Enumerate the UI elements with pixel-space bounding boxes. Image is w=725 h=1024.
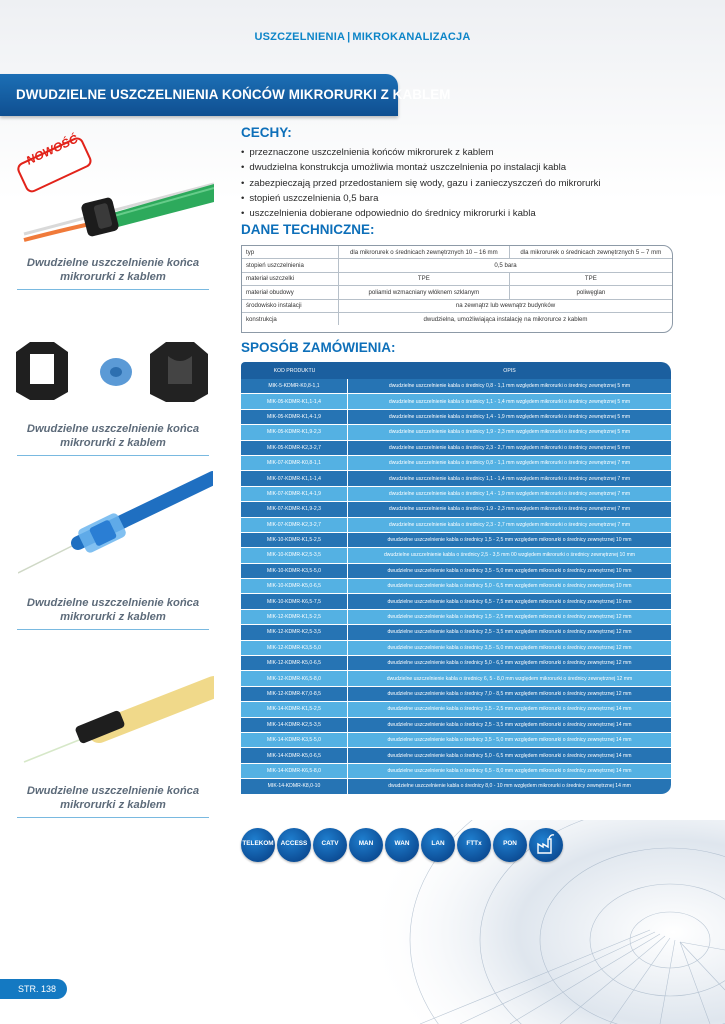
product-description: dwudzielne uszczelnienie kabla o średnicy 1,5 - 2,5 mm względem mikrorurki o średnicy zewnętrznej 10 mm (348, 533, 671, 548)
section-sub: MIKROKANALIZACJA (352, 31, 471, 43)
category-badge (493, 828, 527, 862)
table-row (241, 579, 671, 594)
table-row (241, 718, 671, 733)
product-description: dwudzielne uszczelnienie kabla o średnicy 7,0 - 8,5 mm względem mikrorurki o średnicy zewnętrznej 12 mm (348, 687, 671, 702)
product-description: dwudzielne uszczelnienie kabla o średnicy 1,9 - 2,3 mm względem mikrorurki o średnicy zewnętrznej 5 mm (348, 425, 671, 440)
product-description: dwudzielne uszczelnienie kabla o średnicy 6, 5 - 8,0 mm względem mikrorurki o średnicy zewnętrznej 12 mm (348, 671, 671, 686)
product-description: dwudzielne uszczelnienie kabla o średnicy 3,5 - 5,0 mm względem mikrorurki o średnicy zewnętrznej 12 mm (348, 641, 671, 656)
product-code: MIK-07-KDMR-K1,9-2,3 (241, 502, 348, 517)
product-description: dwudzielne uszczelnienie kabla o średnicy 6,5 - 8,0 mm względem mikrorurki o średnicy zewnętrznej 14 mm (348, 764, 671, 779)
order-table-header (241, 362, 671, 379)
table-row (241, 687, 671, 702)
category-label: WAN (394, 840, 410, 847)
product-code: MIK-10-KDMR-K6,5-7,5 (241, 594, 348, 609)
tech-row (242, 286, 672, 299)
page-title: DWUDZIELNE USZCZELNIENIA KOŃCÓW MIKRORURKI Z KABLEM (16, 87, 451, 102)
tech-label: materiał obudowy (242, 286, 339, 299)
table-row (241, 502, 671, 517)
category-label: CATV (321, 840, 339, 847)
section-breadcrumb (0, 31, 725, 43)
product-image-yellow-tube (14, 672, 214, 772)
table-row (241, 748, 671, 763)
table-row (241, 671, 671, 686)
category-label: MAN (358, 840, 374, 847)
product-description: dwudzielne uszczelnienie kabla o średnicy 0,8 - 1,1 mm względem mikrorurki o średnicy zewnętrznej 5 mm (348, 379, 671, 394)
features-list (241, 145, 711, 221)
table-row (241, 594, 671, 609)
tech-value: na zewnątrz lub wewnątrz budynków (339, 299, 673, 312)
badge-new: NOWOŚĆ (24, 131, 81, 168)
page-number: STR. 138 (18, 984, 57, 994)
product-image-seal-on-cable (14, 122, 214, 252)
table-row (241, 425, 671, 440)
category-label: LAN (431, 840, 445, 847)
product-code: MIK-14-KDMR-K6,5-8,0 (241, 764, 348, 779)
tech-value: poliwęglan (509, 286, 672, 299)
order-heading: SPOSÓB ZAMÓWIENIA: (241, 340, 396, 355)
product-code: MIK-14-KDMR-K3,5-5,0 (241, 733, 348, 748)
caption-3: Dwudzielne uszczelnienie końca mikrorurki z kablem (26, 597, 200, 623)
category-badge (277, 828, 311, 862)
tech-value: 0,5 bara (339, 259, 673, 272)
product-code: MIK-12-KDMR-K2,5-3,5 (241, 625, 348, 640)
category-icons (241, 828, 571, 864)
product-code: MIK-07-KDMR-K0,8-1,1 (241, 456, 348, 471)
table-row (241, 441, 671, 456)
col-header-code: KOD PRODUKTU (241, 362, 348, 379)
tech-table (242, 246, 672, 325)
product-description: dwudzielne uszczelnienie kabla o średnicy 2,3 - 2,7 mm względem mikrorurki o średnicy zewnętrznej 5 mm (348, 441, 671, 456)
product-description: dwudzielne uszczelnienie kabla o średnicy 1,9 - 2,3 mm względem mikrorurki o średnicy zewnętrznej 7 mm (348, 502, 671, 517)
caption-divider (17, 289, 209, 290)
product-code: MIK-05-KDMR-K1,1-1,4 (241, 394, 348, 409)
tech-label: środowisko instalacji (242, 299, 339, 312)
product-code: MIK-10-KDMR-K1,5-2,5 (241, 533, 348, 548)
product-description: dwudzielne uszczelnienie kabla o średnicy 2,3 - 2,7 mm względem mikrorurki o średnicy zewnętrznej 7 mm (348, 518, 671, 533)
product-code: MIK-14-KDMR-K1,5-2,5 (241, 702, 348, 717)
title-banner (0, 74, 451, 116)
table-row (241, 610, 671, 625)
product-code: MIK-05-KDMR-K2,3-2,7 (241, 441, 348, 456)
product-code: MIK-12-KDMR-K5,0-6,5 (241, 656, 348, 671)
product-description: dwudzielne uszczelnienie kabla o średnicy 5,0 - 6,5 mm względem mikrorurki o średnicy zewnętrznej 12 mm (348, 656, 671, 671)
tech-label: konstrukcja (242, 312, 339, 325)
product-description: dwudzielne uszczelnienie kabla o średnicy 1,5 - 2,5 mm względem mikrorurki o średnicy zewnętrznej 12 mm (348, 610, 671, 625)
tech-row (242, 246, 672, 259)
tech-row (242, 259, 672, 272)
tech-label: materiał uszczelki (242, 272, 339, 285)
table-row (241, 564, 671, 579)
product-description: dwudzielne uszczelnienie kabla o średnicy 3,5 - 5,0 mm względem mikrorurki o średnicy zewnętrznej 14 mm (348, 733, 671, 748)
table-row (241, 702, 671, 717)
page-number-tab (0, 979, 67, 999)
product-code: MIK-5-KDMR-K0,8-1,1 (241, 379, 348, 394)
factory-icon (529, 828, 563, 862)
tech-label: typ (242, 246, 339, 259)
tech-row (242, 272, 672, 285)
table-row (241, 641, 671, 656)
tech-value: TPE (509, 272, 672, 285)
product-description: dwudzielne uszczelnienie kabla o średnicy 6,5 - 7,5 mm względem mikrorurki o średnicy zewnętrznej 10 mm (348, 594, 671, 609)
product-description: dwudzielne uszczelnienie kabla o średnicy 1,1 - 1,4 mm względem mikrorurki o średnicy zewnętrznej 7 mm (348, 471, 671, 486)
category-label: TELEKOM (242, 840, 274, 847)
product-code: MIK-14-KDMR-K2,5-3,5 (241, 718, 348, 733)
product-code: MIK-10-KDMR-K5,0-6,5 (241, 579, 348, 594)
table-row (241, 779, 671, 794)
category-label: FTTx (466, 840, 482, 847)
tech-value: dwudzielna, umożliwiająca instalację na mikrorurce z kablem (423, 315, 588, 323)
product-description: dwudzielne uszczelnienie kabla o średnicy 5,0 - 6,5 mm względem mikrorurki o średnicy zewnętrznej 14 mm (348, 748, 671, 763)
caption-4: Dwudzielne uszczelnienie końca mikrorurki z kablem (26, 785, 200, 811)
tech-table-frame (241, 245, 673, 333)
table-row (241, 394, 671, 409)
col-header-desc: OPIS (348, 362, 671, 379)
feature-item: • uszczelnienia dobierane odpowiednio do średnicy mikrorurki i kabla (241, 206, 711, 221)
product-image-blue-tube (18, 468, 213, 588)
product-description: dwudzielne uszczelnienie kabla o średnicy 8,0 - 10 mm względem mikrorurki o średnicy zewnętrznej 14 mm (348, 779, 671, 794)
caption-divider (17, 817, 209, 818)
product-description: dwudzielne uszczelnienie kabla o średnicy 0,8 - 1,1 mm względem mikrorurki o średnicy zewnętrznej 7 mm (348, 456, 671, 471)
section-separator: | (347, 31, 351, 43)
caption-divider (17, 455, 209, 456)
product-code: MIK-07-KDMR-K1,4-1,9 (241, 487, 348, 502)
tech-value: dla mikrorurek o średnicach zewnętrznych 10 – 16 mm (339, 246, 510, 259)
product-description: dwudzielne uszczelnienie kabla o średnicy 2,5 - 3,5 mm 00 względem mikrorurki o średnicy zewnętrznej 10 mm (348, 548, 671, 563)
tech-value: TPE (339, 272, 510, 285)
product-code: MIK-05-KDMR-K1,4-1,9 (241, 410, 348, 425)
product-code: MIK-14-KDMR-K8,0-10 (241, 779, 348, 794)
tech-heading: DANE TECHNICZNE: (241, 222, 375, 237)
category-badge (349, 828, 383, 862)
table-row (241, 410, 671, 425)
product-code: MIK-12-KDMR-K7,0-8,5 (241, 687, 348, 702)
product-description: dwudzielne uszczelnienie kabla o średnicy 1,1 - 1,4 mm względem mikrorurki o średnicy zewnętrznej 5 mm (348, 394, 671, 409)
table-row (241, 733, 671, 748)
tech-row (242, 312, 672, 325)
tech-value: dla mikrorurek o średnicach zewnętrznych 5 – 7 mm (509, 246, 672, 259)
product-description: dwudzielne uszczelnienie kabla o średnicy 1,4 - 1,9 mm względem mikrorurki o średnicy zewnętrznej 5 mm (348, 410, 671, 425)
product-description: dwudzielne uszczelnienie kabla o średnicy 2,5 - 3,5 mm względem mikrorurki o średnicy zewnętrznej 12 mm (348, 625, 671, 640)
product-description: dwudzielne uszczelnienie kabla o średnicy 2,5 - 3,5 mm względem mikrorurki o średnicy zewnętrznej 14 mm (348, 718, 671, 733)
table-row (241, 518, 671, 533)
category-badge (421, 828, 455, 862)
feature-item: • dwudzielna konstrukcja umożliwia montaż uszczelnienia po instalacji kabla (241, 160, 711, 175)
order-table (241, 362, 671, 795)
product-code: MIK-12-KDMR-K3,5-5,0 (241, 641, 348, 656)
table-row (241, 533, 671, 548)
product-image-seal-parts (10, 336, 215, 406)
product-description: dwudzielne uszczelnienie kabla o średnicy 3,5 - 5,0 mm względem mikrorurki o średnicy zewnętrznej 10 mm (348, 564, 671, 579)
table-row (241, 548, 671, 563)
table-row (241, 379, 671, 394)
product-description: dwudzielne uszczelnienie kabla o średnicy 5,0 - 6,5 mm względem mikrorurki o średnicy zewnętrznej 10 mm (348, 579, 671, 594)
tech-label: stopień uszczelnienia (242, 259, 339, 272)
product-code: MIK-14-KDMR-K5,0-6,5 (241, 748, 348, 763)
product-code: MIK-10-KDMR-K3,5-5,0 (241, 564, 348, 579)
table-row (241, 471, 671, 486)
feature-item: • przeznaczone uszczelnienia końców mikrorurek z kablem (241, 145, 711, 160)
feature-item: • zabezpieczają przed przedostaniem się wody, gazu i zanieczyszczeń do mikrorurki (241, 176, 711, 191)
caption-divider (17, 629, 209, 630)
product-code: MIK-12-KDMR-K1,5-2,5 (241, 610, 348, 625)
product-description: dwudzielne uszczelnienie kabla o średnicy 1,4 - 1,9 mm względem mikrorurki o średnicy zewnętrznej 7 mm (348, 487, 671, 502)
category-label: PON (503, 840, 517, 847)
category-label: ACCESS (280, 840, 308, 847)
table-row (241, 456, 671, 471)
product-code: MIK-10-KDMR-K2,5-3,5 (241, 548, 348, 563)
category-badge (385, 828, 419, 862)
caption-2: Dwudzielne uszczelnienie końca mikrorurki z kablem (26, 423, 200, 449)
category-badge (313, 828, 347, 862)
product-description: dwudzielne uszczelnienie kabla o średnicy 1,5 - 2,5 mm względem mikrorurki o średnicy zewnętrznej 14 mm (348, 702, 671, 717)
tech-value: poliamid wzmacniany włóknem szklanym (339, 286, 510, 299)
category-badge (241, 828, 275, 862)
product-code: MIK-07-KDMR-K1,1-1,4 (241, 471, 348, 486)
tech-row (242, 299, 672, 312)
product-code: MIK-07-KDMR-K2,3-2,7 (241, 518, 348, 533)
table-row (241, 625, 671, 640)
table-row (241, 764, 671, 779)
table-row (241, 656, 671, 671)
table-row (241, 487, 671, 502)
feature-item: • stopień uszczelnienia 0,5 bara (241, 191, 711, 206)
section-main: USZCZELNIENIA (254, 31, 346, 43)
product-code: MIK-05-KDMR-K1,9-2,3 (241, 425, 348, 440)
features-heading: CECHY: (241, 125, 292, 140)
category-badge (457, 828, 491, 862)
product-code: MIK-12-KDMR-K6,5-8,0 (241, 671, 348, 686)
caption-1: Dwudzielne uszczelnienie końca mikrorurki z kablem (26, 257, 200, 283)
